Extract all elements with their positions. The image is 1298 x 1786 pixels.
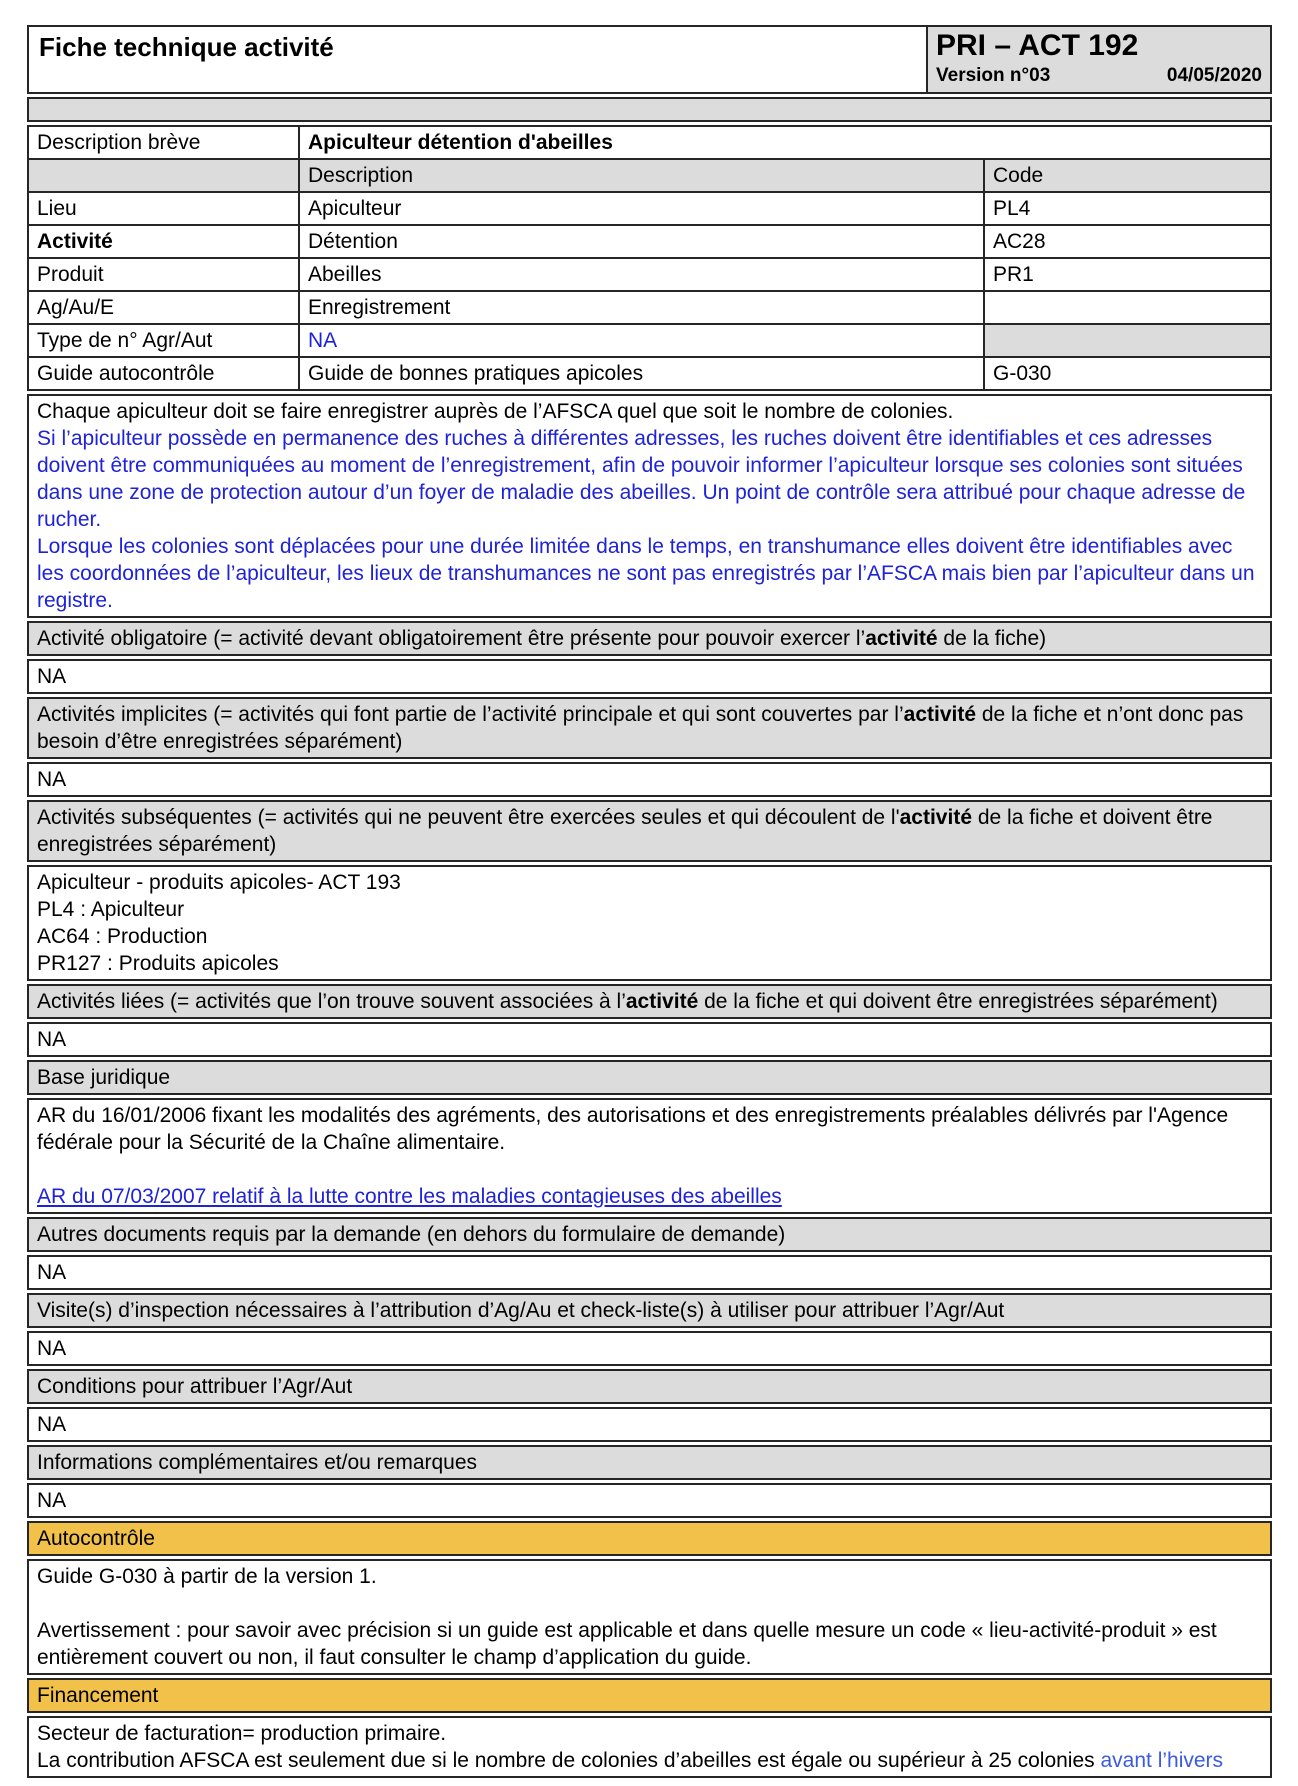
section-visites-inspection-header: Visite(s) d’inspection nécessaires à l’attribution d’Ag/Au et check-liste(s) à utiliser pour attribuer l’Agr/Aut bbox=[27, 1293, 1272, 1328]
section-header-bold: activité bbox=[865, 627, 938, 650]
row-description: Abeilles bbox=[298, 259, 983, 290]
blank-line bbox=[37, 1590, 1262, 1617]
section-autres-documents-header: Autres documents requis par la demande (en dehors du formulaire de demande) bbox=[27, 1217, 1272, 1252]
section-header-text: Activités subséquentes (= activités qui ne peuvent être exercées seules et qui découlent de l' bbox=[37, 806, 900, 829]
row-description: NA bbox=[298, 325, 983, 356]
section-header-text: Activités liées (= activités que l’on trouve souvent associées à l’ bbox=[37, 990, 626, 1013]
table-row-brief bbox=[29, 127, 1270, 158]
section-informations-header: Informations complémentaires et/ou remarques bbox=[27, 1445, 1272, 1480]
section-header-text: Activité obligatoire (= activité devant obligatoirement être présente pour pouvoir exercer l’ bbox=[37, 627, 866, 650]
autocontrole-guide-line: Guide G-030 à partir de la version 1. bbox=[37, 1565, 377, 1588]
version-date: 04/05/2020 bbox=[1166, 65, 1262, 86]
registration-description bbox=[27, 394, 1272, 618]
spacer-band bbox=[27, 97, 1272, 122]
section-header-text: de la fiche) bbox=[937, 627, 1047, 650]
section-header-bold: activité bbox=[899, 806, 972, 829]
table-row-type-agr-aut bbox=[29, 323, 1270, 356]
section-header-text: de la fiche et n’ont donc pas besoin d’être enregistrées séparément) bbox=[37, 703, 1244, 753]
section-conditions-header: Conditions pour attribuer l’Agr/Aut bbox=[27, 1369, 1272, 1404]
section-activites-subsequentes-value bbox=[27, 865, 1272, 981]
section-autocontrole-header: Autocontrôle bbox=[27, 1521, 1272, 1556]
section-visites-inspection-value: NA bbox=[27, 1331, 1272, 1366]
brief-value: Apiculteur détention d'abeilles bbox=[298, 127, 1270, 158]
section-base-juridique-header: Base juridique bbox=[27, 1060, 1272, 1095]
subsequent-activity-line: PR127 : Produits apicoles bbox=[37, 952, 279, 975]
section-activite-obligatoire-value: NA bbox=[27, 659, 1272, 694]
row-code bbox=[983, 325, 1270, 356]
section-activites-implicites-value: NA bbox=[27, 762, 1272, 797]
column-header-description: Description bbox=[298, 160, 983, 191]
description-paragraph-black: Chaque apiculteur doit se faire enregistrer auprès de l’AFSCA quel que soit le nombre de colonies. bbox=[37, 400, 954, 423]
version-label: Version n°03 bbox=[936, 65, 1051, 86]
header-cell-empty bbox=[29, 160, 298, 191]
row-label: Type de n° Agr/Aut bbox=[37, 329, 213, 352]
document bbox=[27, 25, 1272, 1778]
row-label: Activité bbox=[37, 230, 113, 253]
section-base-juridique-value bbox=[27, 1098, 1272, 1214]
row-description: Enregistrement bbox=[298, 292, 983, 323]
version-row bbox=[936, 64, 1262, 88]
subsequent-activity-line: Apiculteur - produits apicoles- ACT 193 bbox=[37, 871, 401, 894]
description-paragraph-blue-2: Lorsque les colonies sont déplacées pour une durée limitée dans le temps, en transhumance elles doivent être identifiables avec les coordonnées de l’apiculteur, les lieux de transhumances ne sont pas enregistrés par l’AFSCA mais bien par l’apiculteur dans un registre. bbox=[37, 535, 1255, 612]
autocontrole-warning: Avertissement : pour savoir avec précision si un guide est applicable et dans quelle mesure un code « lieu-activité-produit » est entièrement couvert ou non, il faut consulter le champ d’application du guide. bbox=[37, 1619, 1217, 1669]
section-autocontrole-value bbox=[27, 1559, 1272, 1675]
table-row-activite bbox=[29, 224, 1270, 257]
column-header-code: Code bbox=[983, 160, 1270, 191]
row-description: Guide de bonnes pratiques apicoles bbox=[298, 358, 983, 389]
section-financement-header: Financement bbox=[27, 1678, 1272, 1713]
document-header bbox=[27, 25, 1272, 94]
section-activites-implicites-header bbox=[27, 697, 1272, 759]
section-conditions-value: NA bbox=[27, 1407, 1272, 1442]
table-row-guide-autocontrole bbox=[29, 356, 1270, 389]
section-header-bold: activité bbox=[625, 990, 699, 1013]
row-code: PR1 bbox=[983, 259, 1270, 290]
row-label: Ag/Au/E bbox=[37, 296, 115, 319]
section-header-text: Activités implicites (= activités qui font partie de l’activité principale et qui sont couvertes par l’ bbox=[37, 703, 904, 726]
row-description: Apiculteur bbox=[298, 193, 983, 224]
financement-text: La contribution AFSCA est seulement due si le nombre de colonies d’abeilles est égale ou supérieur à 25 colonies bbox=[37, 1749, 1101, 1772]
row-label: Lieu bbox=[37, 197, 77, 220]
financement-contribution-line bbox=[37, 1747, 1262, 1774]
subsequent-activity-line: PL4 : Apiculteur bbox=[37, 898, 185, 921]
section-header-text: de la fiche et doivent être enregistrées séparément) bbox=[37, 806, 1213, 856]
row-label: Guide autocontrôle bbox=[37, 362, 215, 385]
section-informations-value: NA bbox=[27, 1483, 1272, 1518]
row-description: Détention bbox=[298, 226, 983, 257]
description-paragraph-blue-1: Si l’apiculteur possède en permanence des ruches à différentes adresses, les ruches doivent être identifiables et ces adresses doivent être communiquées au moment de l’enregistrement, afin de pouvoir informer l’apiculteur lorsque ses colonies sont situées dans une zone de protection autour d’un foyer de maladie des abeilles. Un point de contrôle sera attribué pour chaque adresse de rucher. bbox=[37, 427, 1246, 531]
section-activites-liees-header bbox=[27, 984, 1272, 1019]
row-code: G-030 bbox=[983, 358, 1270, 389]
row-label: Description brève bbox=[37, 131, 201, 154]
row-label: Produit bbox=[37, 263, 104, 286]
document-ref-box bbox=[926, 27, 1270, 92]
table-row-produit bbox=[29, 257, 1270, 290]
document-title: Fiche technique activité bbox=[39, 32, 334, 62]
row-code: AC28 bbox=[983, 226, 1270, 257]
subsequent-activity-line: AC64 : Production bbox=[37, 925, 208, 948]
row-code: PL4 bbox=[983, 193, 1270, 224]
section-activites-liees-value: NA bbox=[27, 1022, 1272, 1057]
table-row-agaue bbox=[29, 290, 1270, 323]
section-autres-documents-value: NA bbox=[27, 1255, 1272, 1290]
table-row-lieu bbox=[29, 191, 1270, 224]
info-table bbox=[27, 125, 1272, 391]
blank-line bbox=[37, 1156, 1262, 1183]
section-financement-value bbox=[27, 1716, 1272, 1778]
row-code bbox=[983, 292, 1270, 323]
financement-link[interactable]: avant l’hivers bbox=[1100, 1749, 1224, 1772]
document-code: PRI – ACT 192 bbox=[936, 29, 1139, 62]
legal-text: AR du 16/01/2006 fixant les modalités des agréments, des autorisations et des enregistrements préalables délivrés par l'Agence fédérale pour la Sécurité de la Chaîne alimentaire. bbox=[37, 1104, 1229, 1154]
section-header-text: de la fiche et qui doivent être enregistrées séparément) bbox=[698, 990, 1218, 1013]
legal-link[interactable]: AR du 07/03/2007 relatif à la lutte contre les maladies contagieuses des abeilles bbox=[37, 1185, 782, 1208]
section-activites-subsequentes-header bbox=[27, 800, 1272, 862]
financement-sector-line: Secteur de facturation= production primaire. bbox=[37, 1722, 447, 1745]
section-activite-obligatoire-header bbox=[27, 621, 1272, 656]
section-header-bold: activité bbox=[903, 703, 977, 726]
table-header-row bbox=[29, 158, 1270, 191]
